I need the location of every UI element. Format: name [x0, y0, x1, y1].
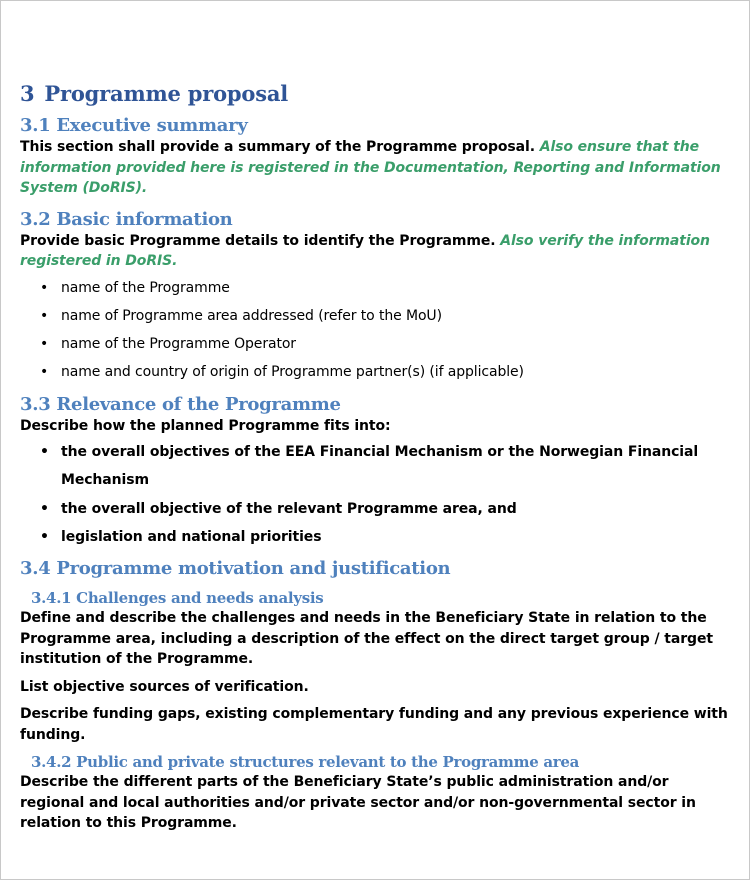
- list-item-text: the overall objectives of the EEA Financial Mechanism or the Norwegian Financial Mechanism: [61, 444, 699, 489]
- list-item-text: name of the Programme Operator: [61, 336, 296, 353]
- list-item: [20, 438, 737, 495]
- executive-summary-note: Also ensure that the information provided here is registered in the Documentation, Reporting and Information System (DoRIS).: [20, 139, 721, 196]
- verification-text: List objective sources of verification.: [20, 678, 309, 695]
- basic-information-note: Also verify the information registered in DoRIS.: [20, 232, 710, 269]
- heading-structures: 3.4.2 Public and private structures relevant to the Programme area: [31, 753, 580, 772]
- relevance-text: Describe how the planned Programme fits into:: [20, 417, 391, 434]
- list-item: [20, 302, 737, 330]
- list-item: [20, 330, 737, 358]
- relevance-list: [20, 438, 737, 551]
- heading-basic-information: 3.2 Basic information: [20, 208, 233, 230]
- bullet-icon: •: [40, 364, 49, 381]
- bullet-icon: •: [40, 336, 49, 353]
- basic-information-list: [20, 274, 737, 387]
- bullet-icon: •: [40, 500, 49, 517]
- document-content: [20, 81, 737, 834]
- challenges-text: Define and describe the challenges and needs in the Beneficiary State in relation to the Programme area, including a description of the effect on the direct target group / target institution of the Programme.: [20, 610, 713, 668]
- section-heading: [20, 81, 737, 107]
- list-item: [20, 358, 737, 386]
- list-item: [20, 523, 737, 551]
- list-item: [20, 274, 737, 302]
- executive-summary-text: [20, 137, 737, 199]
- section-title: Programme proposal: [44, 81, 289, 106]
- list-item-text: the overall objective of the relevant Programme area, and: [61, 500, 517, 517]
- bullet-icon: •: [40, 529, 49, 546]
- heading-relevance: 3.3 Relevance of the Programme: [20, 393, 341, 415]
- list-item-text: name of the Programme: [61, 279, 230, 296]
- list-item: [20, 495, 737, 523]
- basic-information-text: [20, 231, 737, 272]
- heading-executive-summary: 3.1 Executive summary: [20, 115, 248, 136]
- list-item-text: name and country of origin of Programme partner(s) (if applicable): [61, 364, 524, 381]
- bullet-icon: •: [40, 444, 49, 461]
- section-number: 3: [20, 81, 35, 106]
- basic-information-body: Provide basic Programme details to identify the Programme.: [20, 232, 501, 249]
- heading-challenges: 3.4.1 Challenges and needs analysis: [31, 589, 324, 608]
- bullet-icon: •: [40, 307, 49, 324]
- heading-motivation: 3.4 Programme motivation and justification: [20, 558, 451, 580]
- list-item-text: legislation and national priorities: [61, 529, 322, 546]
- bullet-icon: •: [40, 279, 49, 296]
- funding-text: Describe funding gaps, existing complementary funding and any previous experience with funding.: [20, 706, 728, 743]
- structures-text: Describe the different parts of the Beneficiary State’s public administration and/or regional and local authorities and/or private sector and/or non-governmental sector in relation to this Programme.: [20, 774, 696, 832]
- list-item-text: name of Programme area addressed (refer to the MoU): [61, 307, 442, 324]
- executive-summary-body: This section shall provide a summary of the Programme proposal.: [20, 139, 540, 155]
